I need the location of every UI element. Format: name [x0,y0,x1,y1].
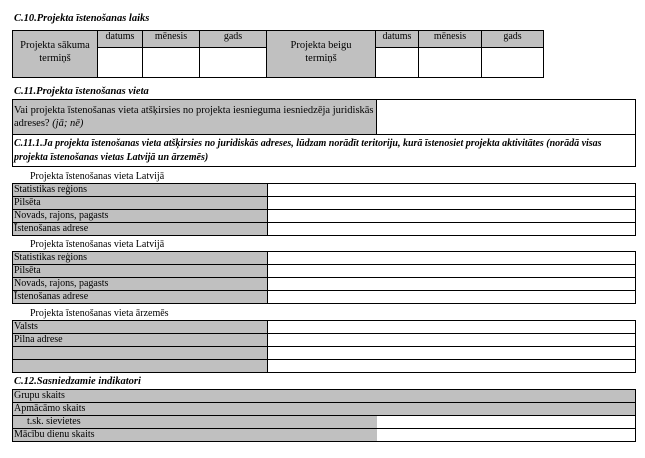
start-year-input[interactable] [199,47,267,78]
start-day-header: datums [97,30,143,48]
latvia1-row-city [12,197,636,210]
end-term-label: Projekta beigu termiņš [290,40,352,64]
section-c11-heading: C.11.Projekta īstenošanas vieta [14,86,149,97]
abroad-row-extra-1 [12,347,636,360]
start-term-label: Projekta sākuma termiņš [20,40,90,64]
indicator-trainees-label: Apmācāmo skaits [13,403,378,415]
subsection-c11-1-heading: C.11.1.Ja projekta īstenošanas vieta atšķirsies no juridiskās adreses, lūdzam norādīt teritoriju, kurā īstenosiet projekta aktivitātes (norādā visas projekta īstenošanas vietas Latvijā un ārzemēs) [14,138,602,163]
latvia2-row-city-label: Pilsēta [13,265,268,277]
abroad-row-country [12,320,636,334]
indicator-groups-input[interactable] [377,390,635,402]
abroad-row-full-address-label: Pilna adrese [13,334,268,346]
latvia1-row-county-label: Novads, rajons, pagasts [13,210,268,222]
start-day-input[interactable] [97,47,143,78]
start-month-header: mēnesis [142,30,200,48]
latvia2-row-city [12,265,636,278]
latvia-location-title-2: Projekta īstenošanas vieta Latvijā [30,239,165,250]
indicator-women-row [12,416,636,429]
end-month-input[interactable] [418,47,482,78]
latvia2-row-region [12,251,636,265]
indicator-groups-label: Grupu skaits [13,390,378,402]
latvia1-row-city-label: Pilsēta [13,197,268,209]
latvia2-row-address-label: Īstenošanas adrese [13,291,268,303]
latvia2-row-address [12,291,636,304]
indicator-training-days-label: Mācību dienu skaits [13,429,378,441]
abroad-row-extra-2-label [13,360,268,372]
latvia1-row-county [12,210,636,223]
abroad-row-extra-1-label [13,347,268,359]
location-question-hint: (jā; nē) [52,118,84,129]
section-c12-heading: C.12.Sasniedzamie indikatori [14,376,141,387]
abroad-row-full-address [12,334,636,347]
start-year-header: gads [199,30,267,48]
latvia1-row-address [12,223,636,236]
latvia2-row-county-label: Novads, rajons, pagasts [13,278,268,290]
location-answer-input[interactable] [376,99,636,135]
end-day-input[interactable] [375,47,419,78]
end-month-header: mēnesis [418,30,482,48]
start-month-input[interactable] [142,47,200,78]
latvia1-row-address-label: Īstenošanas adrese [13,223,268,235]
abroad-location-title: Projekta īstenošanas vieta ārzemēs [30,308,169,319]
indicator-groups-row [12,389,636,403]
start-term-label-cell [12,30,98,78]
latvia2-row-region-label: Statistikas reģions [13,252,268,264]
indicator-trainees-row [12,403,636,416]
latvia2-row-county [12,278,636,291]
end-term-label-cell [266,30,376,78]
end-day-header: datums [375,30,419,48]
indicator-training-days-row [12,429,636,442]
end-year-input[interactable] [481,47,544,78]
abroad-row-country-label: Valsts [13,321,268,333]
location-question: Vai projekta īstenošanas vieta atšķirsies no projekta iesnieguma iesniedzēja juridiskās adreses? [14,105,374,129]
indicator-trainees-input[interactable] [377,403,635,415]
location-question-cell [12,99,377,135]
latvia1-row-region-label: Statistikas reģions [13,184,268,196]
section-c10-heading: C.10.Projekta īstenošanas laiks [14,13,150,24]
indicator-training-days-input[interactable] [377,429,635,441]
indicator-women-input[interactable] [377,416,635,428]
end-year-header: gads [481,30,544,48]
indicator-women-label: t.sk. sievietes [13,416,378,428]
latvia1-row-region [12,183,636,197]
subsection-c11-1-cell [12,134,636,167]
abroad-row-extra-2 [12,360,636,373]
latvia-location-title-1: Projekta īstenošanas vieta Latvijā [30,171,165,182]
